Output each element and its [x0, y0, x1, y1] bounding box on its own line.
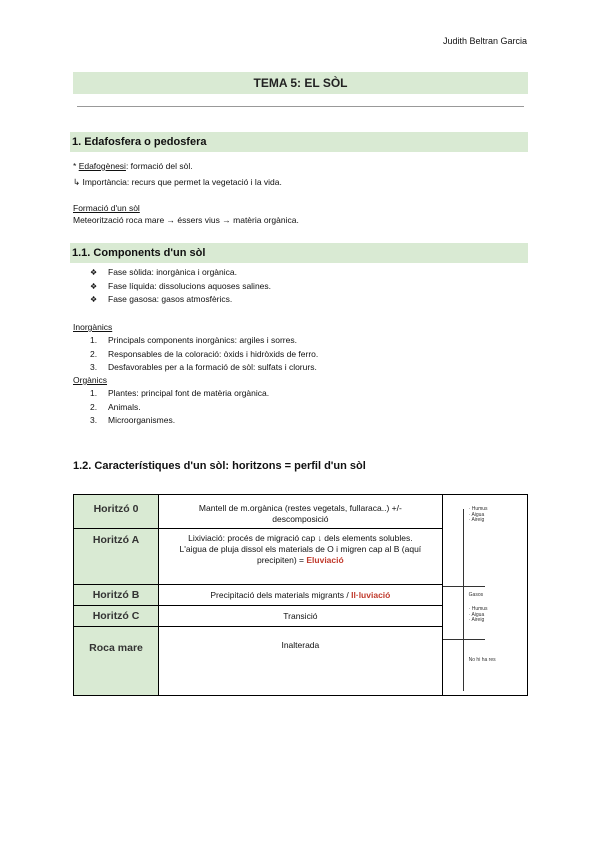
edafogenesi-line — [73, 160, 193, 172]
mid-label: Gasos — [468, 592, 484, 598]
inorganic-heading: Inorgànics — [73, 322, 113, 332]
title-divider — [77, 106, 524, 107]
horizon-description: Inalterada — [159, 627, 443, 696]
edafo-definition: : formació del sòl. — [125, 161, 193, 171]
section-1-1-heading: 1.1. Components d'un sòl — [70, 243, 528, 263]
list-item: 2. Responsables de la coloració: òxids i hidròxids de ferro. — [90, 348, 319, 359]
horizon-description: Transició — [159, 606, 443, 627]
horizon-label: Roca mare — [74, 627, 159, 696]
section-1-2-heading: 1.2. Característiques d'un sòl: horitzons = perfil d'un sòl — [73, 460, 366, 472]
formacio-text: Meteorització roca mare → éssers vius → matèria orgànica. — [73, 215, 299, 225]
profile-diagram — [442, 495, 527, 696]
illuviacio-highlight: Il·luviació — [351, 589, 391, 600]
section-1-heading: 1. Edafosfera o pedosfera — [70, 132, 528, 152]
author-name: Judith Beltran Garcia — [442, 36, 527, 46]
organic-list — [90, 387, 269, 428]
profile-axis — [463, 509, 464, 691]
phases-list — [90, 266, 271, 307]
diamond-bullet-icon: ❖ — [90, 295, 98, 304]
list-item: · Aireig — [468, 517, 485, 523]
list-item: · Humus — [468, 506, 488, 512]
top-list — [469, 507, 488, 524]
page-title: TEMA 5: EL SÒL — [73, 72, 528, 94]
horizon-label: Horitzó 0 — [74, 495, 159, 529]
bottom-label: No hi ha res — [468, 657, 496, 663]
edafo-term: Edafogènesi — [78, 161, 126, 171]
horizon-label: Horitzó C — [74, 606, 159, 627]
horizon-label: Horitzó A — [74, 529, 159, 585]
list-item: · Aigua — [468, 611, 485, 618]
organic-heading: Orgànics — [73, 375, 108, 385]
horizon-label: Horitzó B — [74, 585, 159, 606]
horizon-description: Precipitació dels materials migrants / Il·luviació — [159, 585, 443, 606]
diamond-bullet-icon: ❖ — [90, 281, 98, 291]
list-item: 3. Desfavorables per a la formació de sòl: sulfats i clorurs. — [90, 362, 317, 372]
eluviacio-highlight: Eluviació — [306, 555, 344, 565]
list-item: · Aigua — [468, 511, 485, 518]
formacio-heading: Formació d'un sòl — [73, 203, 140, 213]
list-item: 2. Animals. — [90, 401, 141, 412]
list-item: ❖ Fase gasosa: gasos atmosfèrics. — [90, 293, 271, 307]
profile-marker — [443, 586, 485, 587]
list-item: · Humus — [468, 606, 488, 612]
importancia-line: ↳ Importància: recurs que permet la vegetació i la vida. — [73, 177, 282, 187]
table-row — [74, 495, 528, 529]
mid-list — [469, 607, 488, 624]
list-item: 3. Microorganismes. — [90, 415, 176, 425]
list-item: 1. Principals components inorgànics: argiles i sorres. — [90, 335, 297, 345]
edafo-prefix: * — [73, 161, 77, 171]
inorganic-list — [90, 334, 318, 375]
list-item: ❖ Fase sòlida: inorgànica i orgànica. — [90, 266, 271, 280]
horizons-table — [73, 494, 528, 696]
list-item: ❖ Fase líquida: dissolucions aquoses salines. — [90, 280, 271, 294]
horizon-description: Lixiviació: procés de migració cap ↓ dels elements solubles. L'aigua de pluja dissol els materials de O i migren cap al B (aquí precipiten) = Eluviació — [159, 529, 443, 585]
list-item: 1. Plantes: principal font de matèria orgànica. — [90, 388, 270, 398]
diamond-bullet-icon: ❖ — [90, 268, 98, 277]
horizon-description: Mantell de m.orgànica (restes vegetals, fullaraca..) +/- descomposició — [159, 495, 443, 529]
list-item: · Aireig — [468, 617, 485, 623]
profile-marker — [443, 639, 485, 640]
